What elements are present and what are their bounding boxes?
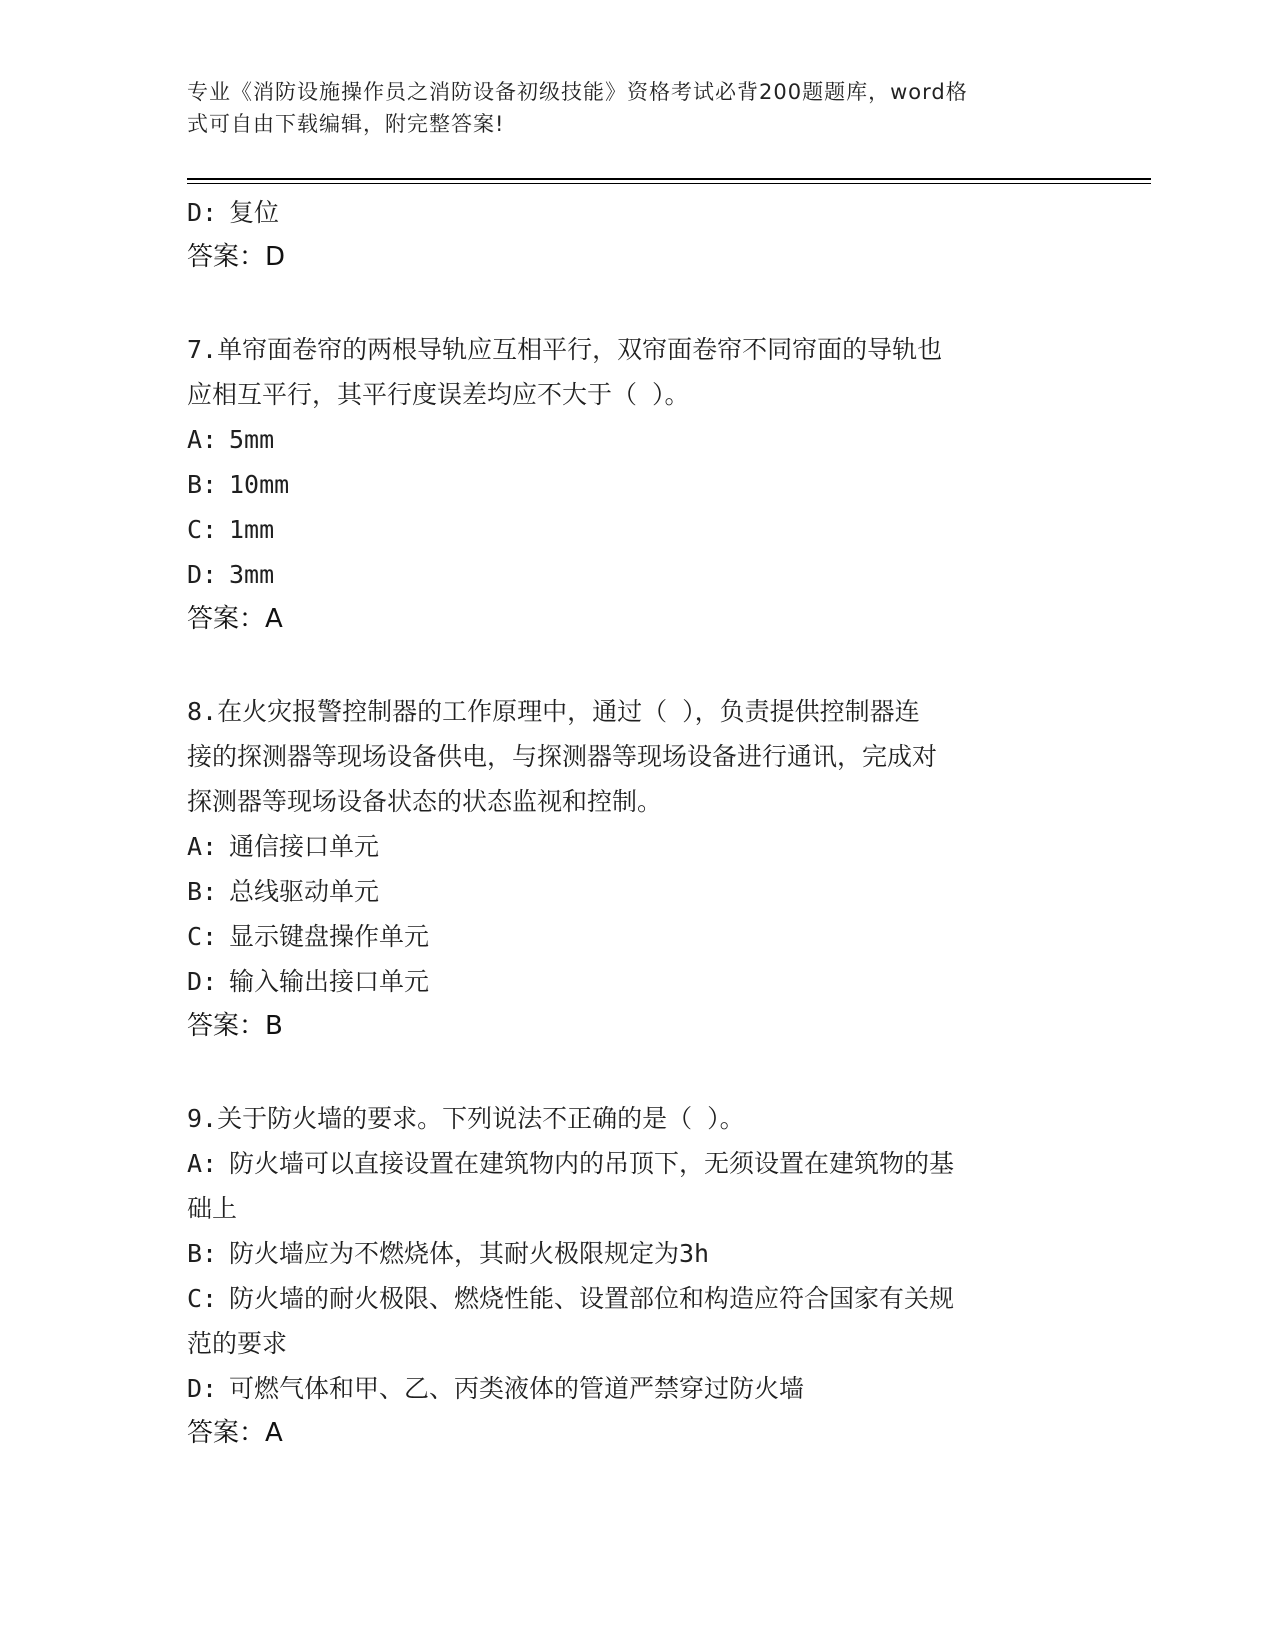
option-label: C: bbox=[187, 922, 218, 951]
option-text: 可燃气体和甲、乙、丙类液体的管道严禁穿过防火墙 bbox=[229, 1374, 805, 1403]
q8-stem-line: 探测器等现场设备状态的状态监视和控制。 bbox=[187, 787, 663, 816]
q9-stem-line: 9.关于防火墙的要求。下列说法不正确的是（ ）。 bbox=[187, 1104, 745, 1133]
option-text: 防火墙可以直接设置在建筑物内的吊顶下，无须设置在建筑物的基 bbox=[229, 1149, 955, 1178]
q9-option-c-continued: 范的要求 bbox=[187, 1329, 288, 1358]
option-label: A: bbox=[187, 425, 218, 454]
option-label: A: bbox=[187, 1149, 218, 1178]
q8-option-b bbox=[187, 869, 1077, 914]
q9-option-c bbox=[187, 1276, 1077, 1321]
q8-stem-line: 8.在火灾报警控制器的工作原理中，通过（ ），负责提供控制器连 bbox=[187, 697, 920, 726]
option-text: 总线驱动单元 bbox=[229, 877, 380, 906]
option-text: 输入输出接口单元 bbox=[229, 967, 430, 996]
option-text: 通信接口单元 bbox=[229, 832, 380, 861]
q7-stem-line: 7.单帘面卷帘的两根导轨应互相平行，双帘面卷帘不同帘面的导轨也 bbox=[187, 335, 943, 364]
option-text: 显示键盘操作单元 bbox=[229, 922, 430, 951]
header-rule-thin bbox=[187, 183, 1151, 184]
option-text: 3mm bbox=[229, 560, 275, 589]
option-label: D: bbox=[187, 967, 218, 996]
q7-option-b bbox=[187, 462, 1077, 507]
spacer bbox=[187, 1049, 1077, 1096]
q9-option-a-continued: 础上 bbox=[187, 1194, 238, 1223]
q9-option-d bbox=[187, 1366, 1077, 1411]
q8-answer: 答案：B bbox=[187, 1011, 283, 1041]
q9-answer: 答案：A bbox=[187, 1418, 283, 1448]
spacer bbox=[187, 642, 1077, 689]
option-label: C: bbox=[187, 515, 218, 544]
option-text: 5mm bbox=[229, 425, 275, 454]
prev-answer: 答案：D bbox=[187, 242, 286, 272]
q8-option-a bbox=[187, 824, 1077, 869]
q7-answer: 答案：A bbox=[187, 604, 283, 634]
option-text: 10mm bbox=[229, 470, 290, 499]
question-content bbox=[187, 190, 1077, 1456]
q7-option-c bbox=[187, 507, 1077, 552]
option-text: 1mm bbox=[229, 515, 275, 544]
option-label: B: bbox=[187, 1239, 218, 1268]
q7-option-d bbox=[187, 552, 1077, 597]
option-text: 防火墙应为不燃烧体，其耐火极限规定为3h bbox=[229, 1239, 710, 1268]
option-label: B: bbox=[187, 877, 218, 906]
option-label: B: bbox=[187, 470, 218, 499]
q8-option-d bbox=[187, 959, 1077, 1004]
option-label: D: bbox=[187, 1374, 218, 1403]
q9-option-b bbox=[187, 1231, 1077, 1276]
option-label: D: bbox=[187, 560, 218, 589]
spacer bbox=[187, 280, 1077, 327]
q8-option-c bbox=[187, 914, 1077, 959]
option-text: 防火墙的耐火极限、燃烧性能、设置部位和构造应符合国家有关规 bbox=[229, 1284, 955, 1313]
header-rule-thick bbox=[187, 178, 1151, 180]
q9-option-a bbox=[187, 1141, 1077, 1186]
prev-option-d bbox=[187, 190, 1077, 235]
q8-stem-line: 接的探测器等现场设备供电，与探测器等现场设备进行通讯，完成对 bbox=[187, 742, 938, 771]
q7-option-a bbox=[187, 417, 1077, 462]
option-label: C: bbox=[187, 1284, 218, 1313]
option-label: A: bbox=[187, 832, 218, 861]
header-line-2: 式可自由下载编辑，附完整答案! bbox=[187, 112, 505, 136]
q7-stem-line: 应相互平行，其平行度误差均应不大于（ ）。 bbox=[187, 380, 690, 409]
option-label: D: bbox=[187, 198, 218, 227]
option-text: 复位 bbox=[229, 198, 280, 227]
page-header bbox=[187, 76, 1067, 140]
header-line-1: 专业《消防设施操作员之消防设备初级技能》资格考试必背200题题库，word格 bbox=[187, 80, 968, 104]
